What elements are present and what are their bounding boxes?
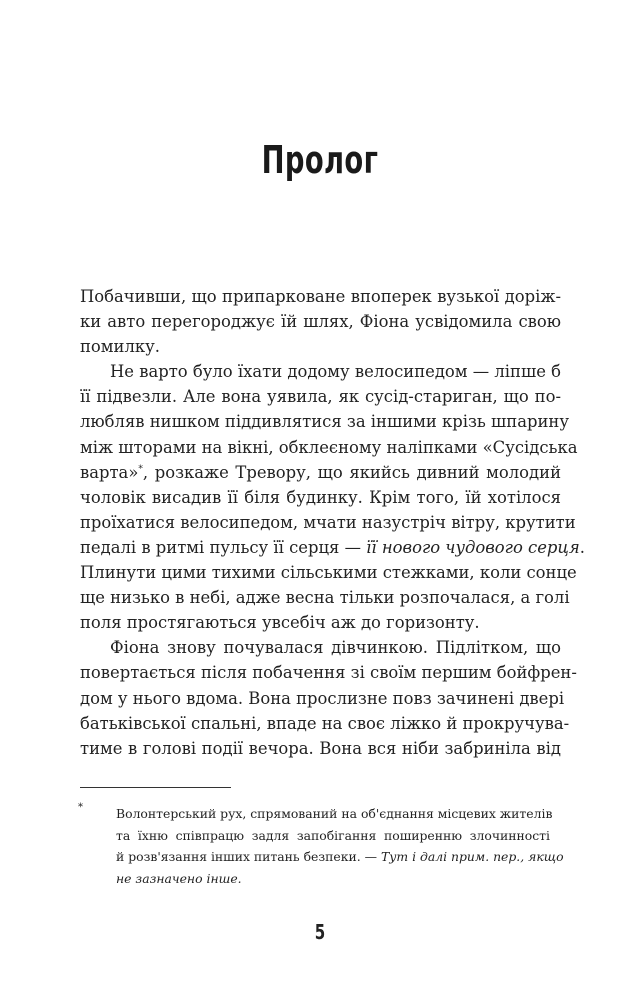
line-text: дом у нього вдома. Вона прослизне повз зачинені двері [80,688,565,708]
text-line [116,846,564,868]
text-line [80,711,570,736]
line-text: батьківської спальні, впаде на своє ліжко й прокручува- [80,713,570,733]
line-text: тиме в голові події вечора. Вона вся ніби забриніла від [80,738,561,758]
line-text: помилку. [80,337,160,357]
page-number [0,920,640,944]
line-text: повертається після побачення зі своїм першим бойфрен- [80,663,577,683]
text-line [116,868,550,890]
line-text: ки авто перегороджує їй шлях, Фіона усвідомила свою [80,312,561,332]
italic-text: її нового чудового серця [366,537,580,557]
line-text: Волонтерський рух, спрямований на об'єднання місцевих жителів [116,806,553,821]
text-line [80,309,561,334]
text-line [80,384,561,409]
line-text: любляв нишком піддивлятися за іншими крізь шпарину [80,412,569,432]
line-text: педалі в ритмі пульсу її серця — [80,537,367,557]
text-line [80,610,561,635]
text-line [80,736,561,761]
text-line [80,660,577,685]
text-line [80,409,569,434]
text-line [80,334,561,359]
footnote-marker: * [78,802,83,813]
line-text: Не варто було їхати додому велосипедом — ліпше б [110,362,561,382]
chapter-title-text: Пролог [261,138,379,182]
line-text: поля простягаються увсебіч аж до горизонту. [80,613,480,633]
line-text: Побачивши, що припарковане впоперек вузької доріж- [80,287,561,306]
text-line [80,435,578,460]
text-line [116,825,550,847]
text-line [80,485,561,510]
text-line [80,460,561,485]
text-line [80,510,576,535]
line-text: та їхню співпрацю задля запобігання поширенню злочинності [116,827,550,843]
text-line [80,359,561,384]
text-line [80,686,565,711]
footnote-reference: * [138,464,143,475]
footnote-text [116,803,564,889]
page-number-text: 5 [314,920,326,944]
line-text: Плинути цими тихими сільськими стежками, коли сонце [80,563,577,583]
footnote-separator [80,787,231,788]
text-line [80,585,570,610]
text-line [80,560,577,585]
line-text: Фіона знову почувалася дівчинкою. Підлітком, що [110,638,561,658]
text-line [80,284,561,309]
line-text-tail: , розкаже Тревору, що якийсь дивний молодий [142,462,561,482]
italic-text: не зазначено інше. [116,870,242,886]
text-line [80,635,561,660]
line-text: її підвезли. Але вона уявила, як сусід-стариган, що по- [80,387,561,407]
line-text: чоловік висадив її біля будинку. Крім того, їй хотілося [80,487,561,507]
text-line [116,803,553,825]
line-text: й розв'язання інших питань безпеки. — [116,849,381,864]
line-text: проїхатися велосипедом, мчати назустріч вітру, крутити [80,512,576,532]
line-text-tail: . [579,537,585,557]
italic-text: Тут і далі прим. пер., якщо [380,849,564,864]
body-text [80,284,585,761]
line-text: варта» [80,462,139,482]
line-text: ще низько в небі, адже весна тільки розпочалася, а голі [80,588,570,608]
line-text: між шторами на вікні, обклеєному наліпками «Сусідська [80,437,578,457]
chapter-title [0,138,640,182]
text-line [80,535,585,560]
